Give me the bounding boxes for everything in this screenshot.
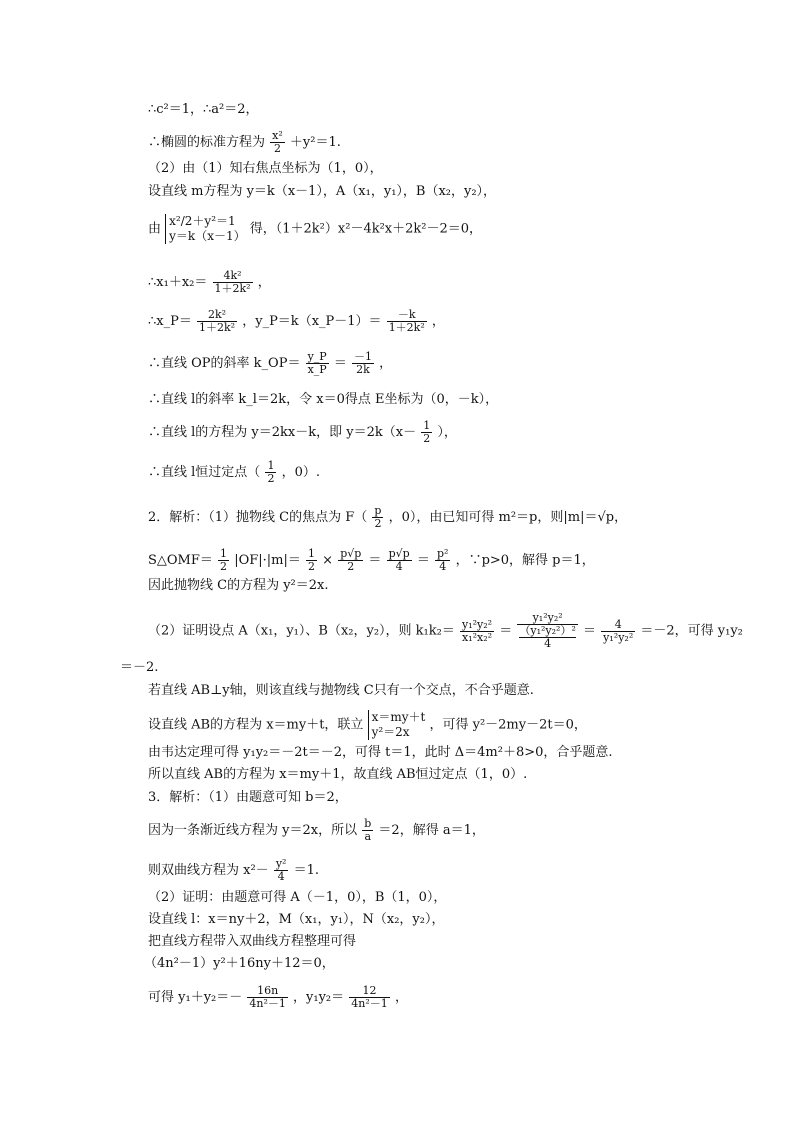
text-run: ， [394,990,408,1005]
text-line: 3．解析：（1）由题意可知 b＝2， [148,790,348,805]
text-line [148,858,319,883]
text-line [148,505,627,530]
text-line [148,270,271,295]
text-line: （2）证明：由题意可得 A（－1，0），B（1，0）， [148,890,447,905]
text-line: 设直线 m方程为 y＝k（x－1），A（x₁，y₁），B（x₂，y₂）， [148,184,497,199]
text-run: ，可得 y²－2my－2t＝0， [429,717,587,733]
text-run: ）， [437,425,457,440]
numerator: p√p [340,547,362,560]
text-line [148,818,485,843]
fraction [265,460,276,485]
system-row: y²＝2x [371,725,410,739]
text-line [148,612,743,650]
text-run: ， [379,356,393,371]
text-run: 由 [148,221,162,237]
denominator: 4n²－1 [351,997,388,1010]
text-run: × [322,553,334,568]
numerator: 1 [220,547,228,560]
text-line: ∴c²＝1，∴a²＝2， [148,102,259,117]
text-run: ＝－2，可得 y₁y₂ [640,623,743,639]
text-line [148,548,595,573]
text-line: 把直线方程带入双曲线方程整理可得 [148,934,357,949]
text-run: ∴椭圆的标准方程为 [148,135,266,150]
denominator: 2 [347,560,355,573]
text-run: ， [257,275,271,290]
text-run: ∴直线 l恒过定点（ [148,465,261,480]
text-run: 得，（1＋2k²）x²－4k²x＋2k²－2＝0， [249,221,483,237]
text-run: 2．解析：（1）抛物线 C的焦点为 F（ [148,510,368,525]
numerator: －1 [354,350,373,363]
text-run: ＝ [368,553,382,568]
text-run: ∴直线 l的方程为 y＝2kx－k，即 y＝2k（x－ [148,425,417,440]
fraction [435,548,450,573]
denominator: 1＋2k² [214,282,251,295]
text-run: ∴x₁＋x₂＝ [148,275,208,290]
numerator: 1 [423,419,431,432]
text-run: |OF|·|m|＝ [234,553,301,568]
fraction [387,548,412,573]
fraction [306,351,329,376]
text-run: ∴直线 OP的斜率 k_OP＝ [148,356,301,371]
text-run: ＝ [416,553,430,568]
fraction [349,985,390,1010]
numerator: 4k² [213,270,253,283]
numerator: p² [436,547,449,560]
text-run: ＝ [583,623,597,639]
numerator: p√p [388,547,410,560]
fraction [270,130,285,155]
text-run: ，y_P＝k（x_P－1）＝ [242,314,382,329]
denominator: 2 [273,142,281,155]
fraction [372,505,383,530]
denominator: 2 [267,472,275,485]
text-line [148,351,392,376]
denominator: 4n²－1 [249,997,286,1010]
text-run: ，0）. [281,465,320,480]
fraction [421,420,432,445]
system-row: x＝my＋t [371,710,426,724]
text-line [148,710,587,740]
numerator: 2k² [197,309,237,322]
numerator: y_P [307,350,327,363]
text-line: 因此抛物线 C的方程为 y²＝2x. [148,578,329,593]
fraction [352,351,374,376]
text-line [148,309,445,334]
denominator: x_P [307,363,327,376]
system-row: x²/2＋y²＝1 [169,214,236,228]
denominator: 1＋2k² [199,321,236,334]
text-line [148,985,408,1010]
fraction [601,619,635,644]
text-line: ＝－2. [120,660,159,675]
text-run: ∴x_P＝ [148,314,192,329]
numerator: 16n [247,985,288,998]
numerator: y₁²y₂² [517,612,577,625]
numerator: b [364,817,372,830]
text-line: ∴直线 l的斜率 k_l＝2k，令 x＝0得点 E坐标为（0，－k）， [148,392,499,407]
numerator: x² [272,129,283,142]
text-line [148,420,457,445]
inner-numerator: （y₁²y₂²）² [519,624,576,637]
denominator: 2 [220,560,228,573]
fraction [213,270,253,295]
numerator: p [374,504,382,517]
fraction [197,309,237,334]
text-run: 可得 y₁＋y₂＝－ [148,990,243,1005]
fraction [338,548,363,573]
fraction [247,985,288,1010]
fraction [362,818,373,843]
text-line: （2）由（1）知右焦点坐标为（1，0）， [148,161,383,176]
text-run: ，∵p>0，解得 p＝1， [455,553,595,568]
numerator: 12 [349,985,390,998]
text-line [148,130,341,155]
denominator: 2 [423,432,431,445]
text-run: ＝2，解得 a＝1， [378,823,485,838]
numerator: y² [275,857,287,870]
text-run: ＝ [499,623,513,639]
fraction [218,548,229,573]
denominator: 2 [308,560,315,573]
fraction [517,612,577,650]
numerator: －k [387,309,427,322]
denominator: x₁²x₂² [462,630,493,644]
equation-system [368,710,426,740]
denominator: 1＋2k² [388,321,425,334]
text-run: ， [431,314,445,329]
denominator: a [364,830,372,843]
numerator: 1 [308,547,315,560]
fraction [274,858,289,883]
numerator: 4 [601,619,635,632]
inner-denominator: 4 [544,637,552,650]
fraction [387,309,427,334]
text-line: 设直线 l：x＝ny＋2，M（x₁，y₁），N（x₂，y₂）， [148,912,445,927]
denominator: 4 [395,560,403,573]
fraction [306,548,317,573]
text-run: ＋y²＝1. [289,135,341,150]
denominator: 2 [374,517,382,530]
system-row: y＝k（x－1） [169,229,246,243]
text-run: 因为一条渐近线方程为 y＝2x，所以 [148,823,358,838]
text-line [148,214,482,244]
text-line: 由韦达定理可得 y₁y₂＝－2t＝－2，可得 t＝1，此时 Δ＝4m²＋8>0，合乎题意. [148,745,613,760]
text-run: ＝ [333,356,347,371]
text-run: 设直线 AB的方程为 x＝my＋t，联立 [148,717,364,733]
text-run: S△OMF＝ [148,553,213,568]
denominator: 4 [439,560,447,573]
text-run: 则双曲线方程为 x²－ [148,863,269,878]
denominator: 2k [356,363,370,376]
text-line: （4n²－1）y²＋16ny＋12＝0， [144,956,335,971]
text-line: 所以直线 AB的方程为 x＝my＋1，故直线 AB恒过定点（1，0）. [148,767,528,782]
denominator [517,625,577,650]
text-line: 若直线 AB⊥y轴，则该直线与抛物线 C只有一个交点，不合乎题意. [148,683,534,698]
denominator: y₁²y₂² [603,630,634,644]
numerator: y₁²y₂² [462,617,493,631]
fraction [460,619,494,644]
text-run: ，y₁y₂＝ [293,990,345,1005]
numerator: 1 [267,459,275,472]
text-run: ，0），由已知可得 m²＝p，则|m|＝√p， [388,510,628,525]
text-line [148,460,320,485]
text-run: （2）证明设点 A（x₁，y₁）、B（x₂，y₂），则 k₁k₂＝ [148,623,455,639]
text-run: ＝1. [293,863,319,878]
denominator: 4 [277,870,285,883]
equation-system [165,214,245,244]
